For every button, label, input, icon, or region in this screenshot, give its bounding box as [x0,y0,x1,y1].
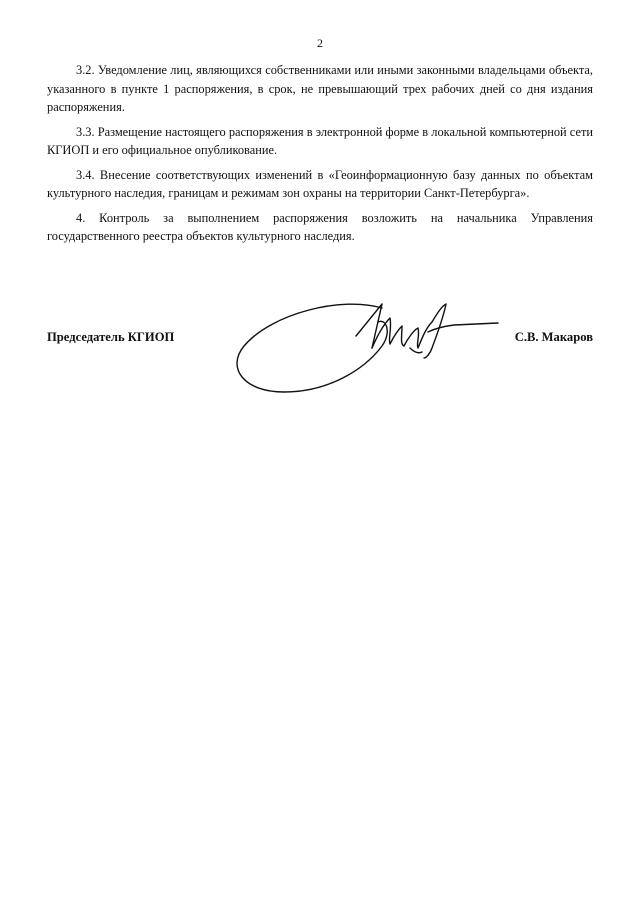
paragraph-3-3: 3.3. Размещение настоящего распоряжения в электронной форме в локальной компьютерной сети КГИОП и его официальное опубликование. [47,124,593,157]
paragraph-3-4: 3.4. Внесение соответствующих изменений в «Геоинформационную базу данных по объектам культурного наследия, границам и режимам зон охраны на территории Санкт-Петербурга». [47,167,593,200]
paragraph-4: 4. Контроль за выполнением распоряжения возложить на начальника Управления государственного реестра объектов культурного наследия. [47,210,593,243]
signer-title: Председатель КГИОП [47,330,175,344]
paragraph-3-2: 3.2. Уведомление лиц, являющихся собственниками или иными законными владельцами объекта, указанного в пункте 1 распоряжения, в срок, не превышающий трех рабочих дней со дня издания распоряжения. [47,63,593,114]
signer-name: С.В. Макаров [514,330,593,344]
page-number: 2 [317,36,323,50]
signature-block [47,330,593,350]
document-body [47,61,593,252]
